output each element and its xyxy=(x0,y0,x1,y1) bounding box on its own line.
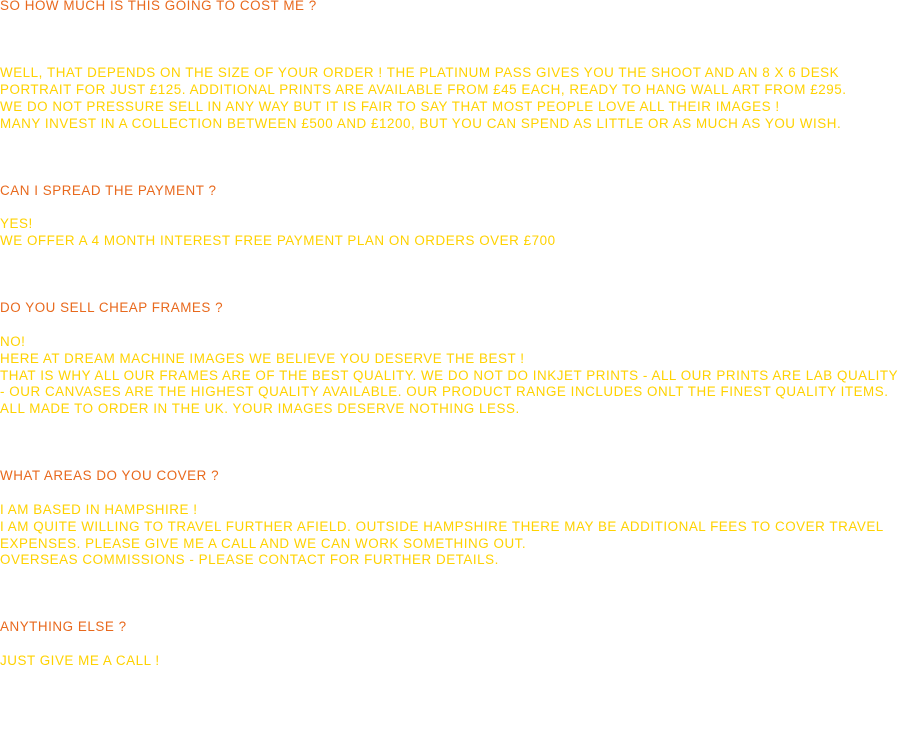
faq-question-anything-else: ANYTHING ELSE ? xyxy=(0,619,127,635)
faq-answer-areas xyxy=(0,502,900,569)
faq-answer-payment xyxy=(0,216,900,250)
answer-line: I AM QUITE WILLING TO TRAVEL FURTHER AFIELD. OUTSIDE HAMPSHIRE THERE MAY BE ADDITIONAL FEES TO COVER TRAVEL EXPENSES. PLEASE GIVE ME A CALL AND WE CAN WORK SOMETHING OUT. xyxy=(0,518,884,551)
faq-question-frames: DO YOU SELL CHEAP FRAMES ? xyxy=(0,300,224,316)
faq-answer-frames xyxy=(0,334,900,418)
answer-line: WE DO NOT PRESSURE SELL IN ANY WAY BUT IT IS FAIR TO SAY THAT MOST PEOPLE LOVE ALL THEIR IMAGES ! xyxy=(0,98,780,114)
answer-line: WELL, THAT DEPENDS ON THE SIZE OF YOUR ORDER ! THE PLATINUM PASS GIVES YOU THE SHOOT AND AN 8 X 6 DESK PORTRAIT FOR JUST £125. ADDITIONAL PRINTS ARE AVAILABLE FROM £45 EACH, READY TO HANG WALL ART FROM £295. xyxy=(0,65,847,97)
faq-answer-cost xyxy=(0,65,900,132)
answer-line: THAT IS WHY ALL OUR FRAMES ARE OF THE BEST QUALITY. WE DO NOT DO INKJET PRINTS - ALL OUR PRINTS ARE LAB QUALITY - OUR CANVASES ARE THE HIGHEST QUALITY AVAILABLE. OUR PRODUCT RANGE INCLUDES ONLT THE FINEST QUALITY ITEMS. ALL MADE TO ORDER IN THE UK. YOUR IMAGES DESERVE NOTHING LESS. xyxy=(0,367,898,417)
faq-question-areas: WHAT AREAS DO YOU COVER ? xyxy=(0,468,220,484)
spacer xyxy=(0,132,900,182)
spacer xyxy=(0,636,900,653)
spacer xyxy=(0,569,900,619)
spacer xyxy=(0,15,900,65)
answer-line: JUST GIVE ME A CALL ! xyxy=(0,653,160,669)
faq-question-cost: SO HOW MUCH IS THIS GOING TO COST ME ? xyxy=(0,0,317,13)
answer-line: MANY INVEST IN A COLLECTION BETWEEN £500 AND £1200, BUT YOU CAN SPEND AS LITTLE OR AS MUCH AS YOU WISH. xyxy=(0,115,842,131)
answer-line: YES! xyxy=(0,216,33,232)
spacer xyxy=(0,418,900,468)
spacer xyxy=(0,250,900,300)
spacer xyxy=(0,200,900,217)
answer-line: I AM BASED IN HAMPSHIRE ! xyxy=(0,501,198,517)
answer-line: OVERSEAS COMMISSIONS - PLEASE CONTACT FOR FURTHER DETAILS. xyxy=(0,552,499,568)
spacer xyxy=(0,485,900,502)
faq-question-payment: CAN I SPREAD THE PAYMENT ? xyxy=(0,182,217,198)
answer-line: HERE AT DREAM MACHINE IMAGES WE BELIEVE YOU DESERVE THE BEST ! xyxy=(0,350,525,366)
answer-line: NO! xyxy=(0,333,26,349)
answer-line: WE OFFER A 4 MONTH INTEREST FREE PAYMENT PLAN ON ORDERS OVER £700 xyxy=(0,233,556,249)
faq-answer-anything-else xyxy=(0,653,900,670)
spacer xyxy=(0,317,900,334)
